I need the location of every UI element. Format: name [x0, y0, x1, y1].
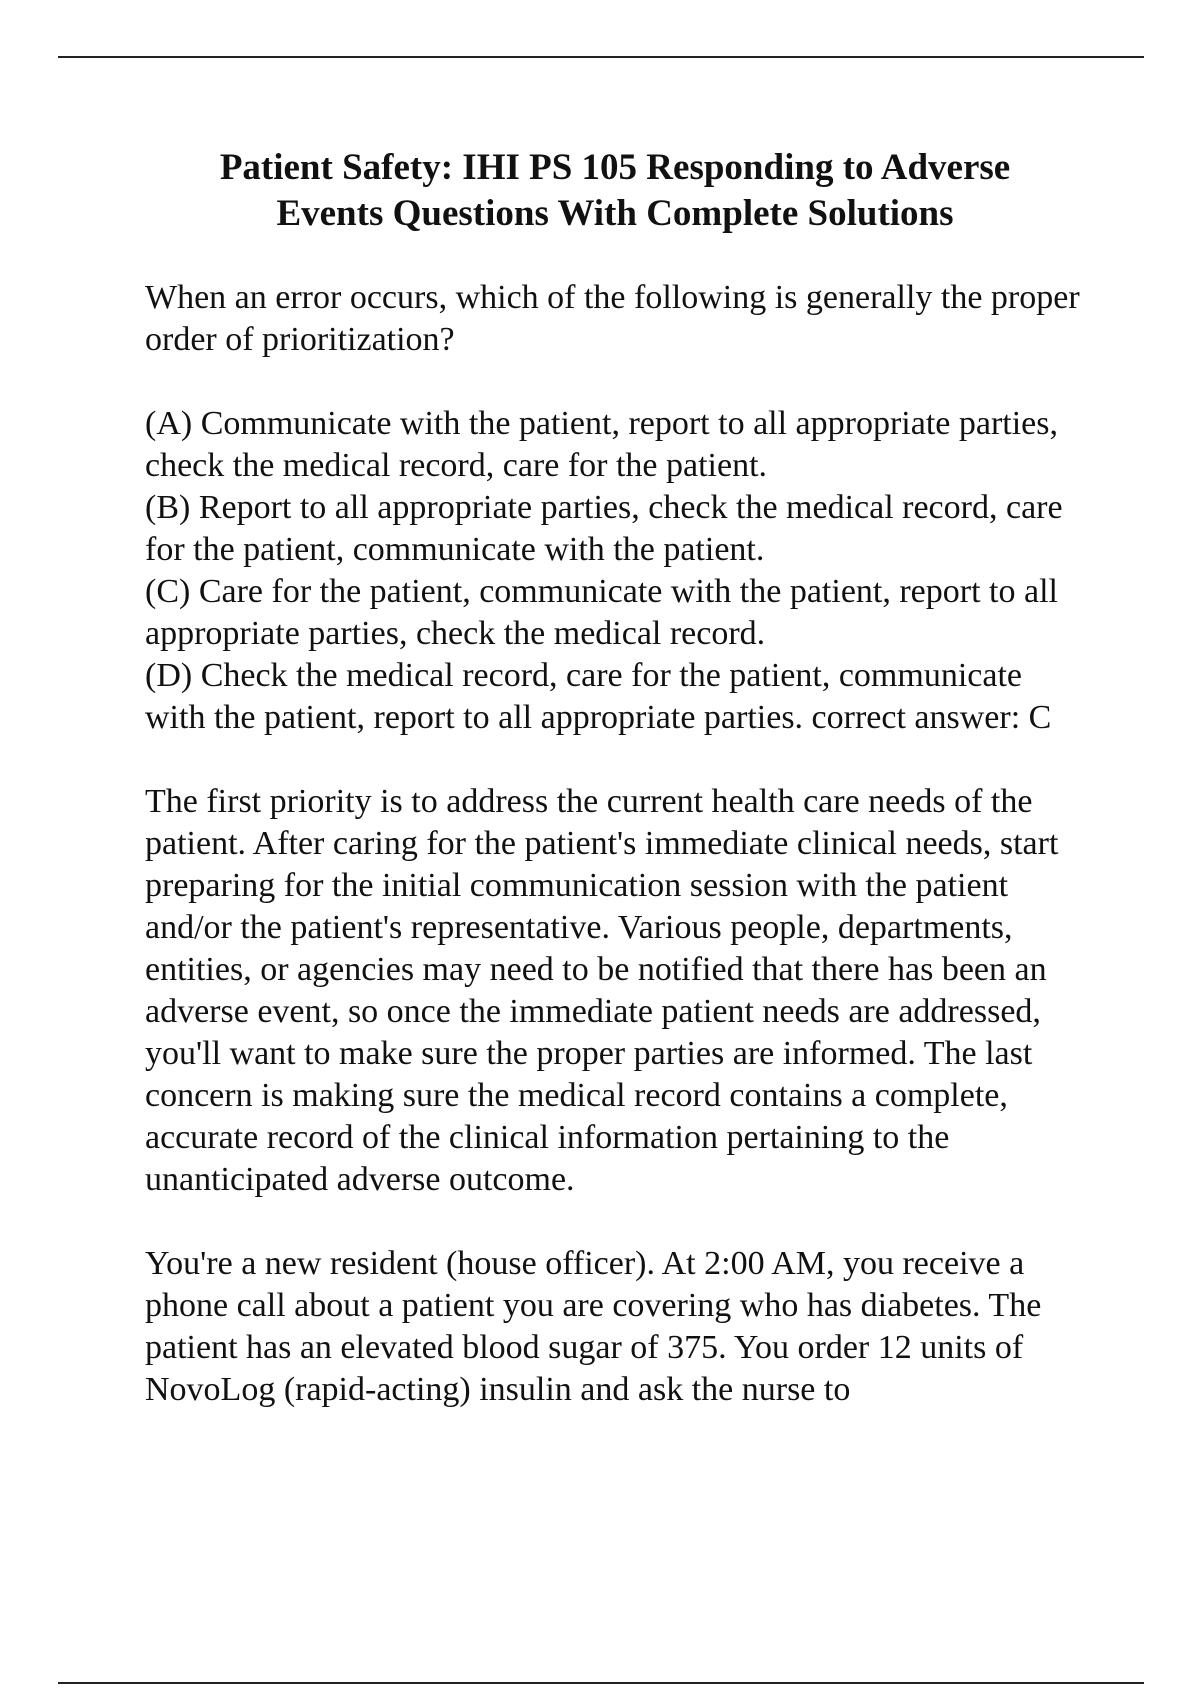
document-page	[145, 145, 1085, 1411]
option-d-with-answer: (D) Check the medical record, care for the patient, communicate with the patient, report to all appropriate parties. correct answer: C	[145, 657, 1052, 736]
question-2-stem: You're a new resident (house officer). At 2:00 AM, you receive a phone call about a patient you are covering who has diabetes. The patient has an elevated blood sugar of 375. You order 12 units of NovoLog (rapid-acting) insulin and ask the nurse to	[145, 1245, 1042, 1408]
top-rule	[58, 56, 1144, 58]
document-title	[145, 145, 1085, 237]
question-1-stem: When an error occurs, which of the following is generally the proper order of prioritization?	[145, 279, 1080, 358]
bottom-rule	[58, 1682, 1144, 1684]
option-a: (A) Communicate with the patient, report to all appropriate parties, check the medical record, care for the patient.	[145, 405, 1058, 484]
question-1-explanation: The first priority is to address the current health care needs of the patient. After caring for the patient's immediate clinical needs, start preparing for the initial communication session with the patient and/or the patient's representative. Various people, departments, entities, or agencies may need to be notified that there has been an adverse event, so once the immediate patient needs are addressed, you'll want to make sure the proper parties are informed. The last concern is making sure the medical record contains a complete, accurate record of the clinical information pertaining to the unanticipated adverse outcome.	[145, 783, 1059, 1198]
question-1-options	[145, 403, 1085, 739]
title-line-2: Events Questions With Complete Solutions	[276, 193, 954, 234]
option-c: (C) Care for the patient, communicate with the patient, report to all appropriate parties, check the medical record.	[145, 573, 1058, 652]
option-b: (B) Report to all appropriate parties, check the medical record, care for the patient, communicate with the patient.	[145, 489, 1063, 568]
title-line-1: Patient Safety: IHI PS 105 Responding to Adverse	[219, 147, 1011, 188]
